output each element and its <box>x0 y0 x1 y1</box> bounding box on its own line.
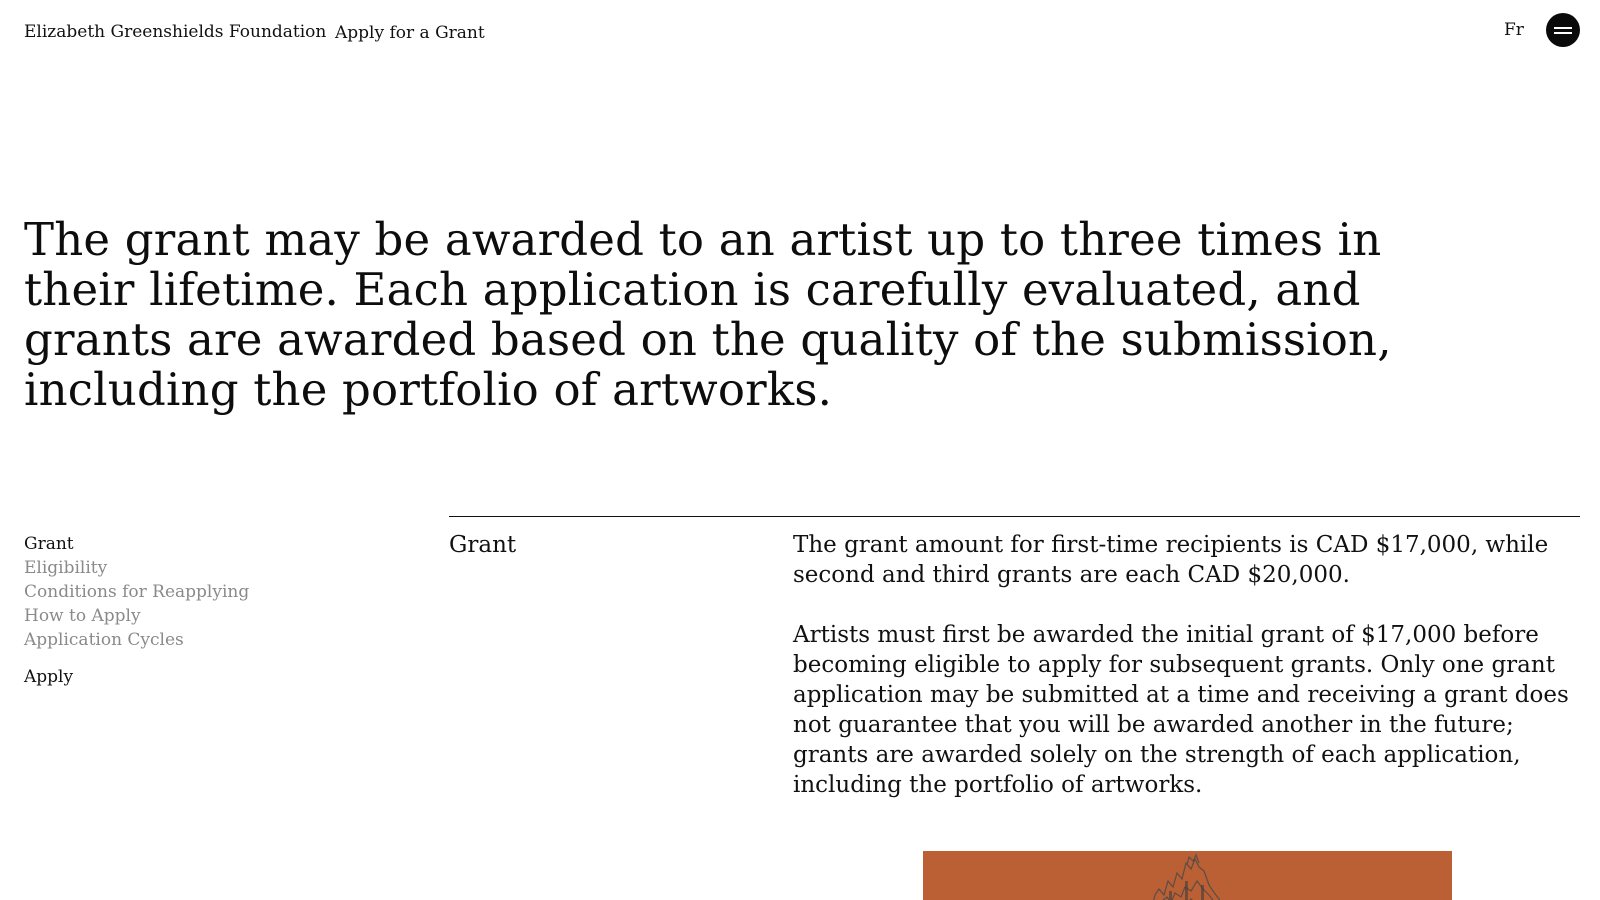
apply-for-grant-link[interactable]: Apply for a Grant <box>335 23 485 43</box>
artwork-illustration <box>923 851 1452 900</box>
hamburger-menu-icon-bar <box>1554 32 1572 34</box>
artwork-image <box>923 851 1452 900</box>
hamburger-menu-icon <box>1554 27 1572 29</box>
grant-conditions-paragraph: Artists must first be awarded the initial grant of $17,000 before becoming eligible to apply for subsequent grants. Only one grant application may be submitted at a time and receiving a grant does not guarantee that you will be awarded another in the future; grants are awarded solely on the strength of each application, including the portfolio of artworks. <box>793 622 1569 798</box>
site-header <box>0 0 1600 64</box>
section-nav-item-how-to-apply[interactable]: How to Apply <box>24 606 141 626</box>
section-divider <box>449 516 1580 517</box>
section-nav-item-application-cycles[interactable]: Application Cycles <box>24 630 184 650</box>
intro-statement: The grant may be awarded to an artist up to three times in their lifetime. Each application is carefully evaluated, and grants are awarded based on the quality of the submission, including the portfolio of artworks. <box>24 213 1392 416</box>
section-nav-item-eligibility[interactable]: Eligibility <box>24 558 108 578</box>
section-nav <box>24 532 384 689</box>
language-toggle[interactable]: Fr <box>1504 20 1524 40</box>
section-heading: Grant <box>449 532 517 558</box>
section-body <box>793 530 1593 830</box>
site-title-link[interactable]: Elizabeth Greenshields Foundation <box>24 22 327 42</box>
menu-button[interactable] <box>1546 13 1580 47</box>
section-nav-item-grant[interactable]: Grant <box>24 534 74 554</box>
section-nav-apply-link[interactable]: Apply <box>24 667 74 687</box>
grant-amount-paragraph: The grant amount for first-time recipients is CAD $17,000, while second and third grants are each CAD $20,000. <box>793 532 1549 588</box>
section-nav-item-conditions-for-reapplying[interactable]: Conditions for Reapplying <box>24 582 250 602</box>
